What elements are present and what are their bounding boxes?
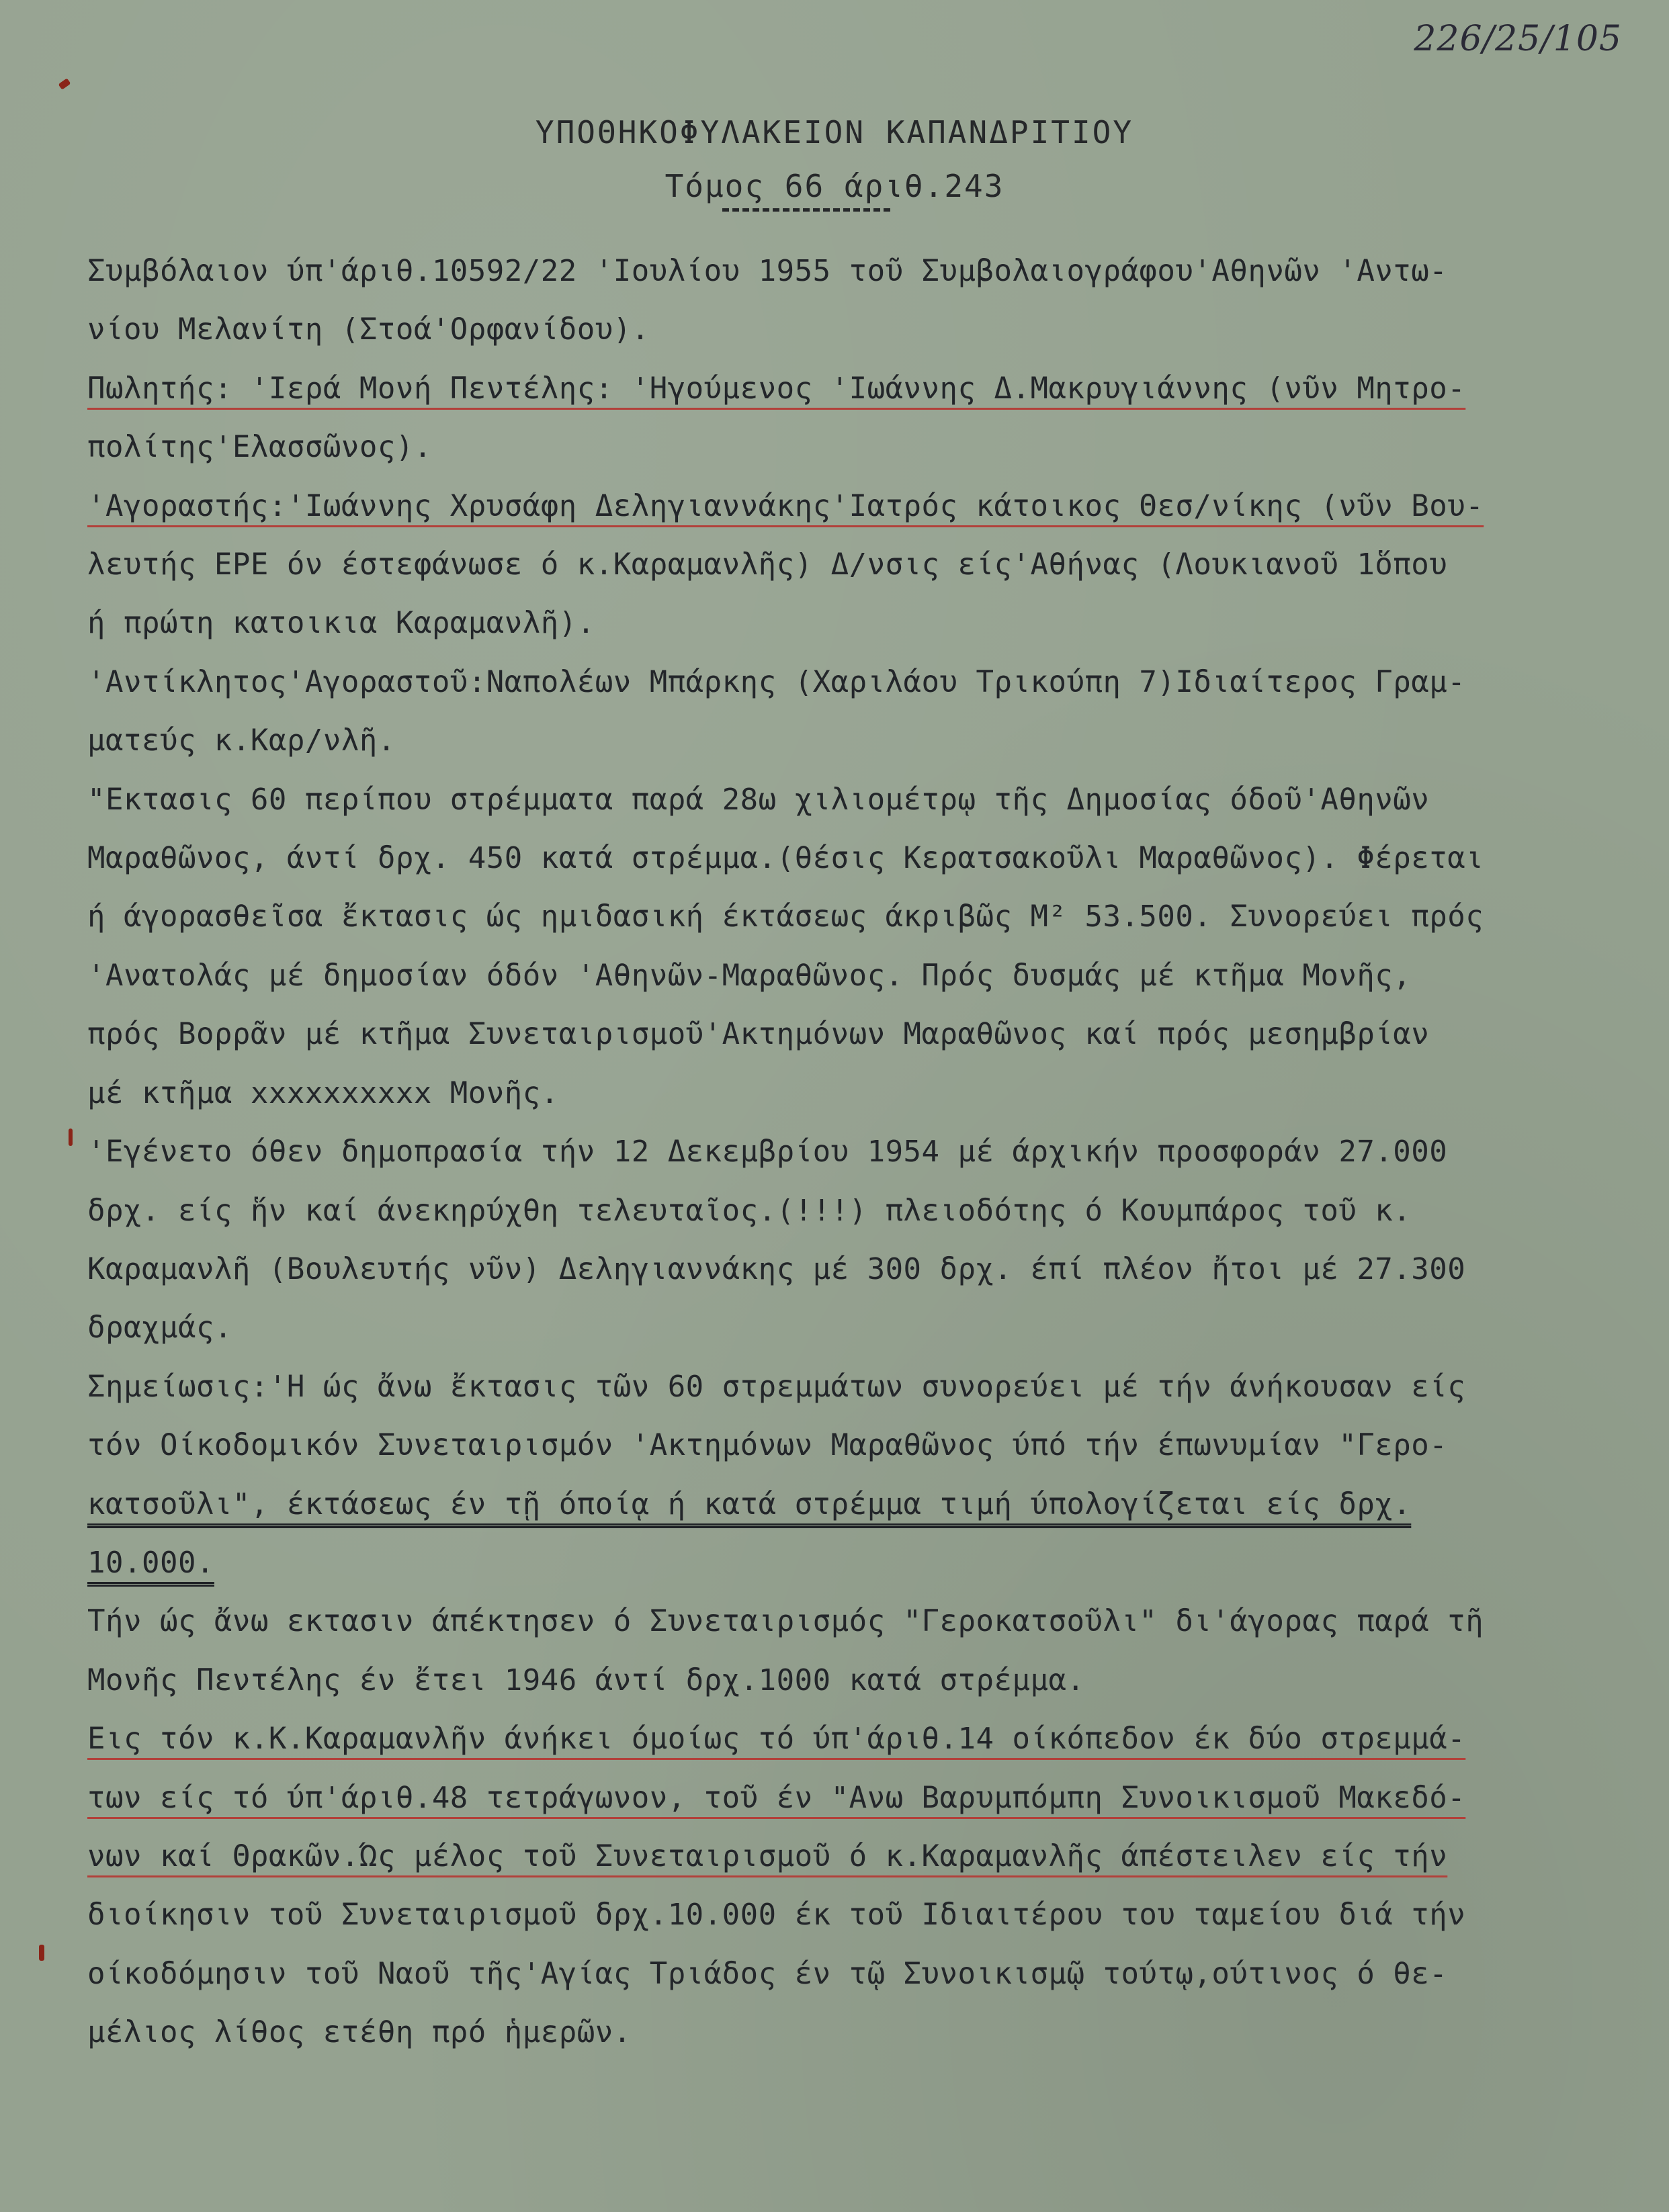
text-line: διοίκησιν τοῦ Συνεταιρισμοῦ δρχ.10.000 έκ τοῦ Ιδιαιτέρου του ταμείου διά τήν [87,1898,1466,1933]
text-line: νίου Μελανίτη (Στοά'Ορφανίδου). [87,312,650,347]
text-line: δραχμάς. [87,1311,232,1345]
text-line: των είς τό ύπ'άριθ.48 τετράγωνον, τοῦ έν "Ανω Βαρυμπόμπη Συνοικισμοῦ Μακεδό- [87,1780,1466,1815]
text-line: πολίτης'Ελασσῶνος). [87,430,432,465]
text-line: Πωλητής: 'Ιερά Μονή Πεντέλης: 'Ηγούμενος 'Ιωάννης Δ.Μακρυγιάννης (νῦν Μητρο- [87,371,1466,406]
text-line: Τήν ώς ἄνω εκτασιν άπέκτησεν ό Συνεταιρισμός "Γεροκατσοῦλι" δι'άγορας παρά τῆ [87,1604,1484,1639]
text-line: δρχ. είς ἥν καί άνεκηρύχθη τελευταῖος.(!!!) πλειοδότης ό Κουμπάρος τοῦ κ. [87,1193,1412,1228]
text-line: Μονῆς Πεντέλης έν ἔτει 1946 άντί δρχ.1000 κατά στρέμμα. [87,1663,1085,1697]
text-line: Εις τόν κ.Κ.Καραμανλῆν άνήκει όμοίως τό ύπ'άριθ.14 οίκόπεδον έκ δύο στρεμμά- [87,1722,1466,1757]
text-line: τόν Οίκοδομικόν Συνεταιρισμόν 'Ακτημόνων Μαραθῶνος ύπό τήν έπωνυμίαν "Γερο- [87,1428,1448,1463]
text-line: 'Αγοραστής:'Ιωάννης Χρυσάφη Δεληγιαννάκης'Ιατρός κάτοικος Θεσ/νίκης (νῦν Βου- [87,488,1484,523]
text-line: ή πρώτη κατοικια Καραμανλῆ). [87,606,595,641]
text-line: Καραμανλῆ (Βουλευτής νῦν) Δεληγιαννάκης μέ 300 δρχ. έπί πλέον ἤτοι μέ 27.300 [87,1251,1466,1286]
text-line: Συμβόλαιον ύπ'άριθ.10592/22 'Ιουλίου 1955 τοῦ Συμβολαιογράφου'Αθηνῶν 'Αντω- [87,254,1448,288]
text-line: οίκοδόμησιν τοῦ Ναοῦ τῆς'Αγίας Τριάδος έν τῷ Συνοικισμῷ τούτῳ,ούτινος ό θε- [87,1956,1448,1991]
text-line: μέ κτῆμα xxxxxxxxxx Μονῆς. [87,1075,559,1110]
text-line: 'Ανατολάς μέ δημοσίαν όδόν 'Αθηνῶν-Μαραθῶνος. Πρός δυσμάς μέ κτῆμα Μονῆς, [87,958,1412,993]
text-line: ή άγορασθεῖσα ἔκτασις ώς ημιδασική έκτάσεως άκριβῶς Μ² 53.500. Συνορεύει πρός [87,899,1484,934]
text-line: 'Εγένετο όθεν δημοπρασία τήν 12 Δεκεμβρίου 1954 μέ άρχικήν προσφοράν 27.000 [87,1135,1448,1169]
text-line: κατσοῦλι", έκτάσεως έν τῇ όποίᾳ ή κατά στρέμμα τιμή ύπολογίζεται είς δρχ. [87,1487,1412,1521]
text-line: ματεύς κ.Καρ/νλῆ. [87,723,396,758]
text-line: λευτής ΕΡΕ όν έστεφάνωσε ό κ.Καραμανλῆς) Δ/νσις είς'Αθήνας (Λουκιανοῦ 1ὅπου [87,547,1448,582]
text-line: Μαραθῶνος, άντί δρχ. 450 κατά στρέμμα.(θέσις Κερατσακοῦλι Μαραθῶνος). Φέρεται [87,841,1484,876]
text-line: νων καί Θρακῶν.Ώς μέλος τοῦ Συνεταιρισμοῦ ό κ.Καραμανλῆς άπέστειλεν είς τήν [87,1839,1448,1873]
margin-mark [69,1129,73,1146]
document-subtitle: Τόμος 66 άριθ.243 [665,168,1004,204]
document-body [87,242,1619,2062]
margin-mark [39,1945,44,1961]
text-line: μέλιος λίθος ετέθη πρό ἡμερῶν. [87,2015,632,2050]
text-line: 'Αντίκλητος'Αγοραστοῦ:Ναπολέων Μπάρκης (Χαριλάου Τρικούπη 7)Ιδιαίτερος Γραμ- [87,664,1466,699]
text-line: "Εκτασις 60 περίπου στρέμματα παρά 28ω χιλιομέτρῳ τῆς Δημοσίας όδοῦ'Αθηνῶν [87,782,1430,817]
title-rule [722,208,890,212]
folio-number: 226/25/105 [1414,19,1622,59]
margin-mark [58,78,71,89]
text-line: πρός Βορρᾶν μέ κτῆμα Συνεταιρισμοῦ'Ακτημόνων Μαραθῶνος καί πρός μεσημβρίαν [87,1017,1430,1052]
text-line: Σημείωσις:'Η ώς ἄνω ἔκτασις τῶν 60 στρεμμάτων συνορεύει μέ τήν άνήκουσαν είς [87,1369,1466,1404]
text-line: 10.000. [87,1545,214,1580]
document-title: ΥΠΟΘΗΚΟΦΥΛΑΚΕΙΟΝ ΚΑΠΑΝΔΡΙΤΙΟΥ [535,114,1134,150]
